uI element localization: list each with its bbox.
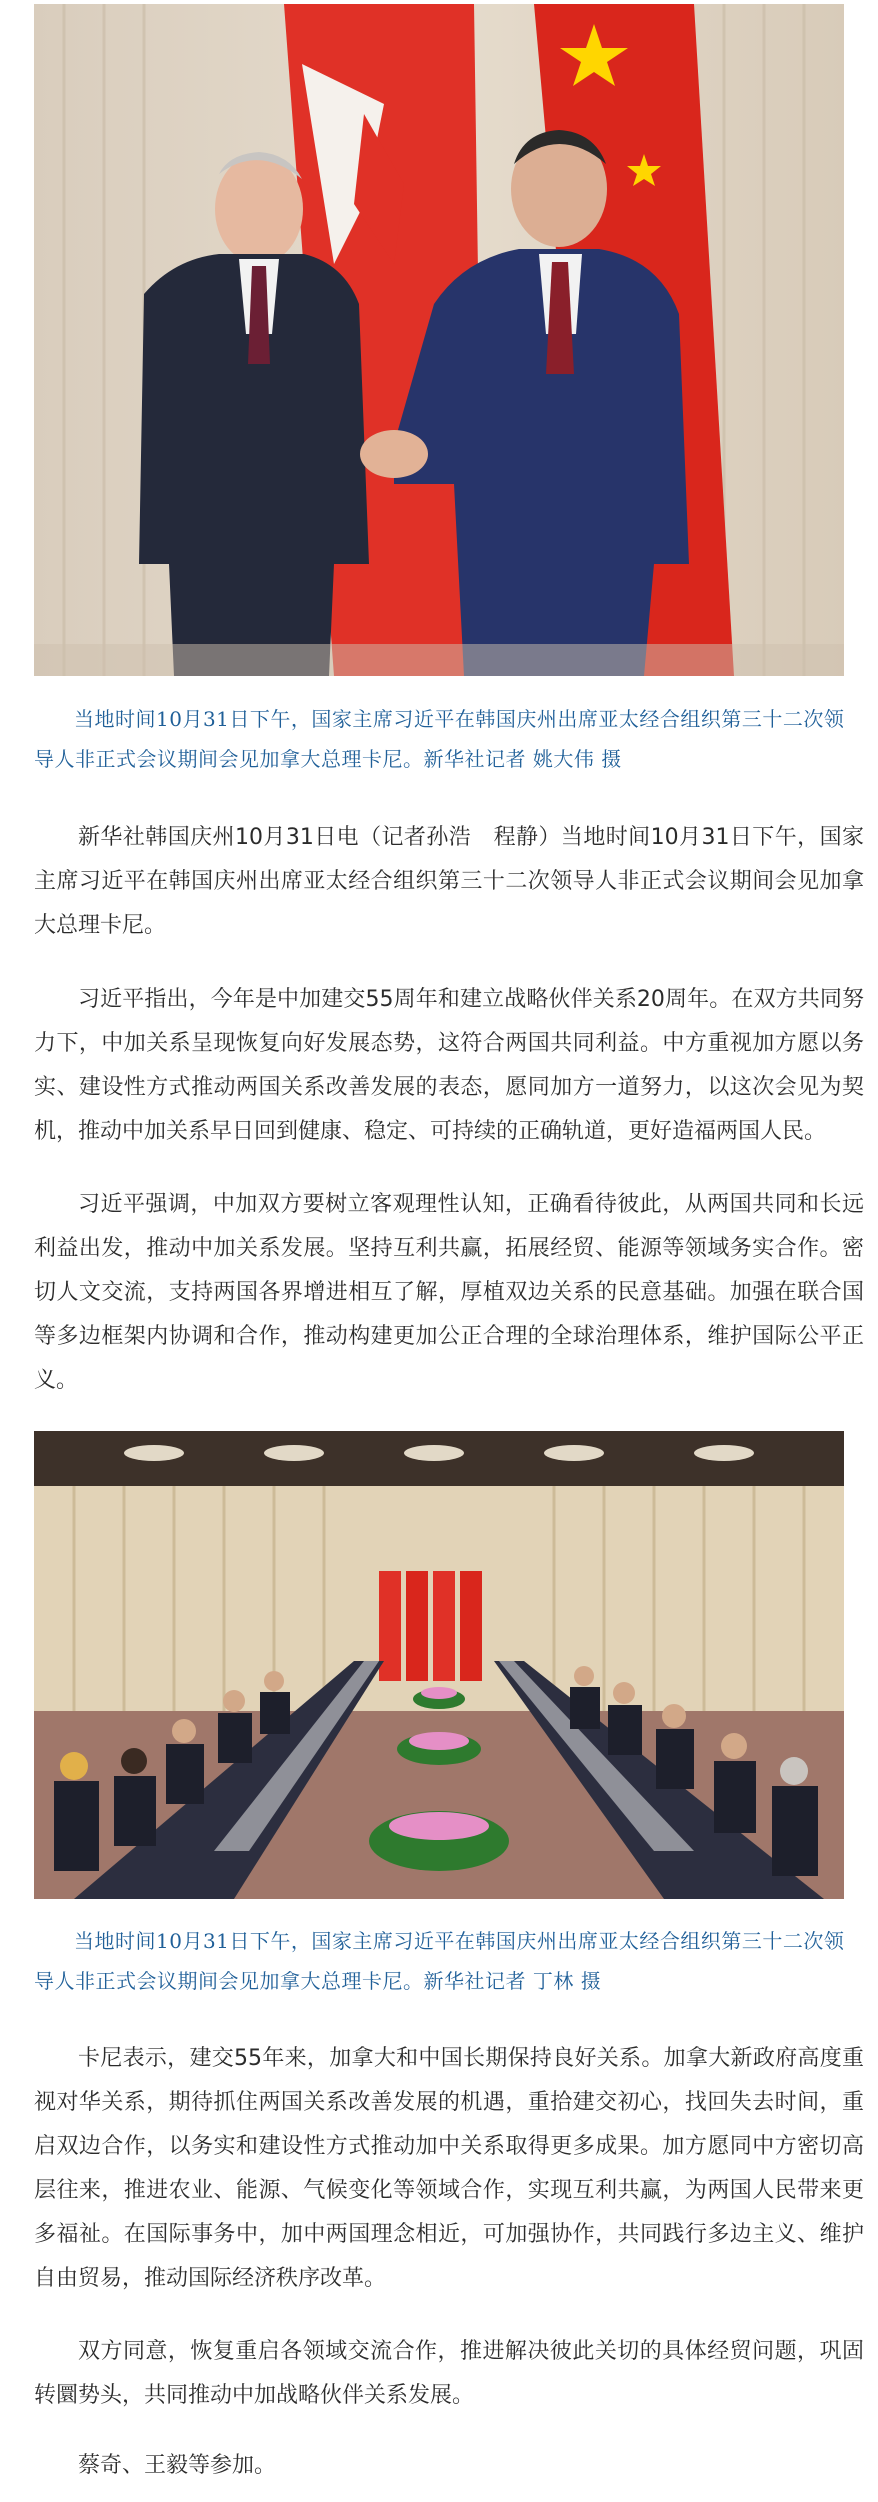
article-paragraph: 蔡奇、王毅等参加。 bbox=[78, 2453, 277, 2478]
article-paragraph: 习近平强调，中加双方要树立客观理性认知，正确看待彼此，从两国共同和长远利益出发，推动中加关系发展。坚持互利共赢，拓展经贸、能源等领域务实合作。密切人文交流，支持两国各界增进相互了解，厚植双边关系的民意基础。加强在联合国等多边框架内协调和合作，推动构建更加公正合理的全球治理体系，维护国际公平正义。 bbox=[34, 1192, 864, 1393]
photo1-caption: 当地时间10月31日下午，国家主席习近平在韩国庆州出席亚太经合组织第三十二次领导人非正式会议期间会见加拿大总理卡尼。新华社记者 姚大伟 摄 bbox=[34, 707, 845, 771]
article-paragraph: 习近平指出，今年是中加建交55周年和建立战略伙伴关系20周年。在双方共同努力下，中加关系呈现恢复向好发展态势，这符合两国共同利益。中方重视加方愿以务实、建设性方式推动两国关系改善发展的表态，愿同加方一道努力，以这次会见为契机，推动中加关系早日回到健康、稳定、可持续的正确轨道，更好造福两国人民。 bbox=[34, 987, 864, 1144]
photo2-caption: 当地时间10月31日下午，国家主席习近平在韩国庆州出席亚太经合组织第三十二次领导人非正式会议期间会见加拿大总理卡尼。新华社记者 丁林 摄 bbox=[34, 1929, 845, 1993]
handshake-photo bbox=[34, 4, 844, 676]
meeting-photo bbox=[34, 1431, 844, 1899]
article-paragraph: 新华社韩国庆州10月31日电（记者孙浩 程静）当地时间10月31日下午，国家主席习近平在韩国庆州出席亚太经合组织第三十二次领导人非正式会议期间会见加拿大总理卡尼。 bbox=[34, 825, 864, 938]
article-paragraph: 卡尼表示，建交55年来，加拿大和中国长期保持良好关系。加拿大新政府高度重视对华关系，期待抓住两国关系改善发展的机遇，重拾建交初心，找回失去时间，重启双边合作，以务实和建设性方式推动加中关系取得更多成果。加方愿同中方密切高层往来，推进农业、能源、气候变化等领域合作，实现互利共赢，为两国人民带来更多福祉。在国际事务中，加中两国理念相近，可加强协作，共同践行多边主义、维护自由贸易，推动国际经济秩序改革。 bbox=[34, 2046, 864, 2291]
article-paragraph: 双方同意，恢复重启各领域交流合作，推进解决彼此关切的具体经贸问题，巩固转圜势头，共同推动中加战略伙伴关系发展。 bbox=[34, 2339, 864, 2408]
